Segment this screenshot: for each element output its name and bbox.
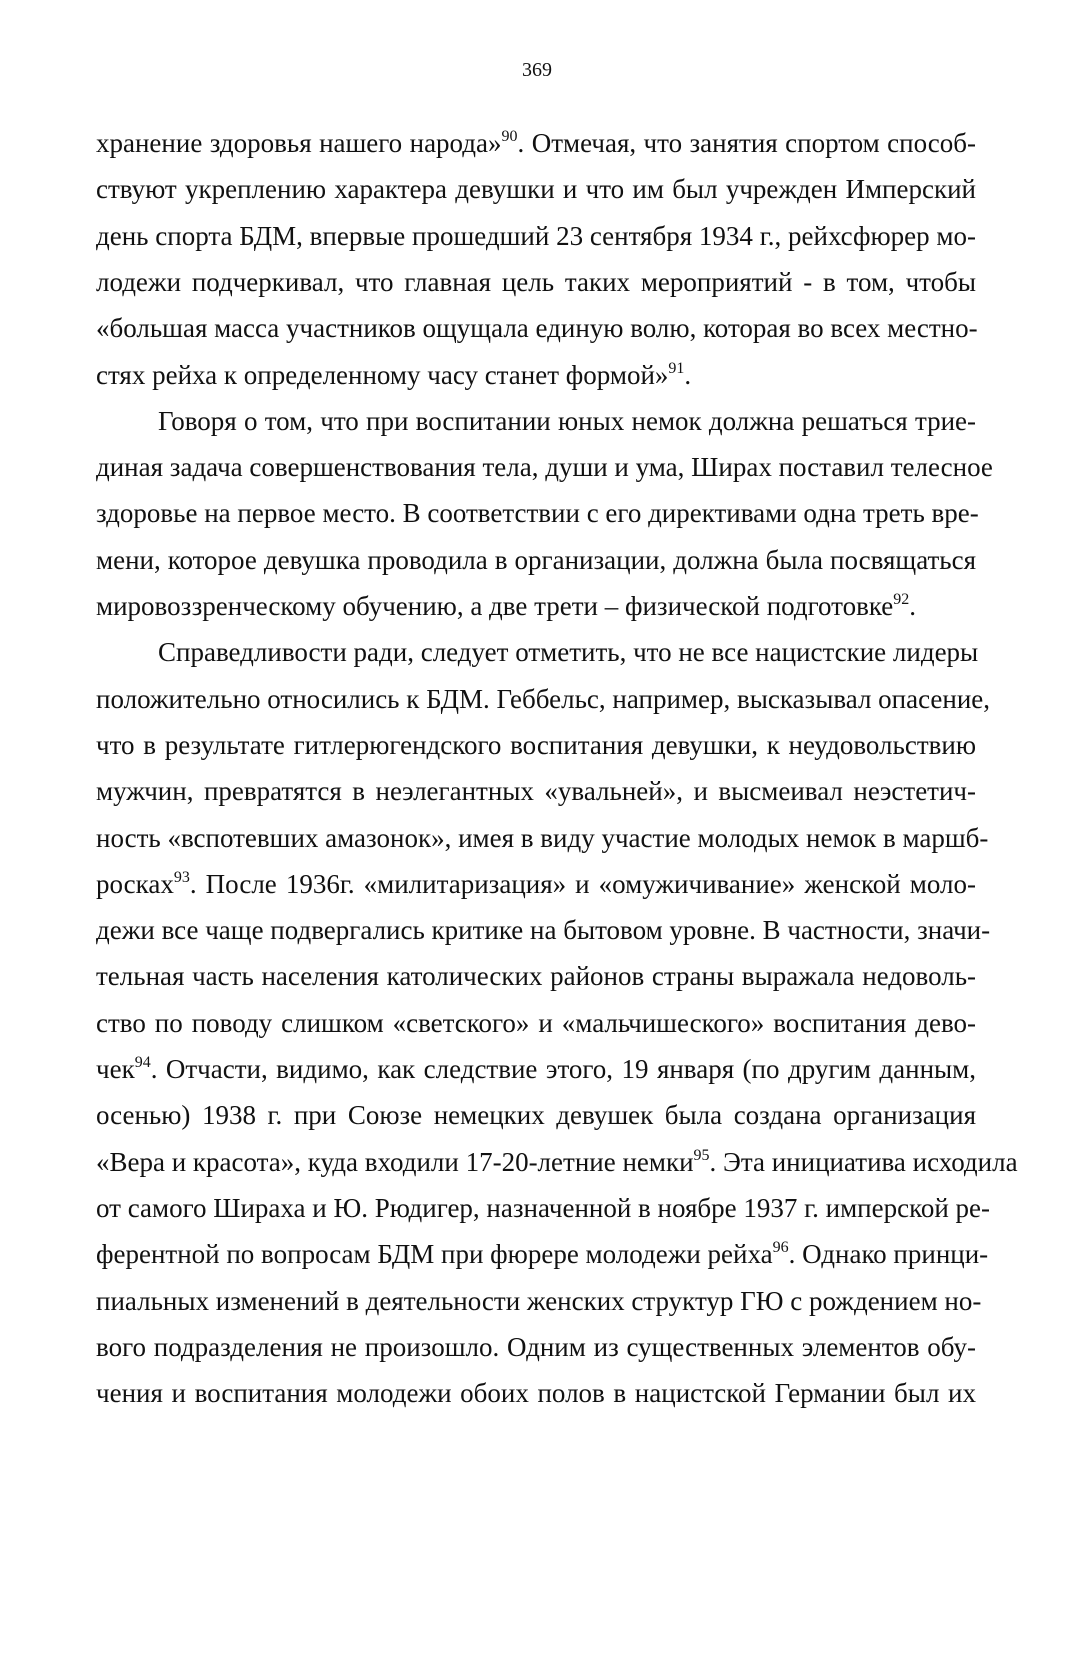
text-line: [96, 822, 989, 854]
footnote-ref: 92: [893, 591, 910, 608]
text-line: [96, 1285, 982, 1317]
text-line: [96, 683, 991, 715]
text-run: лодежи подчеркивал, что главная цель таких мероприятий - в том, чтобы: [96, 267, 976, 297]
text-run: . Отмечая, что занятия спортом способ-: [517, 128, 976, 158]
text-line: [96, 1238, 989, 1270]
text-run: «Вера и красота», куда входили 17-20-летние немки: [96, 1147, 694, 1177]
text-run: ферентной по вопросам БДМ при фюрере молодежи рейха: [96, 1239, 773, 1269]
page-number: 369: [522, 59, 552, 81]
text-line: [158, 405, 976, 437]
text-run: ность «вспотевших амазонок», имея в виду участие молодых немок в маршб-: [96, 823, 989, 853]
text-run: чек: [96, 1054, 135, 1084]
text-line: [96, 868, 976, 900]
text-run: . Отчасти, видимо, как следствие этого, 19 января (по другим данным,: [150, 1054, 976, 1084]
text-run: Справедливости ради, следует отметить, что не все нацистские лидеры: [158, 637, 979, 667]
text-line: [96, 266, 976, 298]
text-line: [96, 1053, 976, 1085]
text-run: мужчин, превратятся в неэлегантных «увальней», и высмеивал неэстетич-: [96, 776, 976, 806]
text-run: . Эта инициатива исходила: [709, 1147, 1018, 1177]
text-run: тельная часть населения католических районов страны выражала недоволь-: [96, 961, 976, 991]
text-line: [96, 127, 976, 159]
text-run: стях рейха к определенному часу станет формой»: [96, 360, 669, 390]
text-line: [96, 1192, 991, 1224]
text-run: чения и воспитания молодежи обоих полов в нацистской Германии был их: [96, 1378, 976, 1408]
text-run: ствуют укреплению характера девушки и что им был учрежден Имперский: [96, 174, 976, 204]
text-run: что в результате гитлерюгендского воспитания девушки, к неудовольствию: [96, 730, 976, 760]
text-run: «большая масса участников ощущала единую волю, которая во всех местно-: [96, 313, 978, 343]
text-line: [96, 775, 976, 807]
text-line: [96, 220, 976, 252]
text-line: [96, 173, 976, 205]
text-run: мировоззренческому обучению, а две трети – физической подготовке: [96, 591, 894, 621]
text-run: день спорта БДМ, впервые прошедший 23 сентября 1934 г., рейхсфюрер мо-: [96, 221, 976, 251]
footnote-ref: 96: [772, 1239, 789, 1256]
text-run: осенью) 1938 г. при Союзе немецких девушек была создана организация: [96, 1100, 976, 1130]
text-run: здоровье на первое место. В соответствии с его директивами одна треть вре-: [96, 498, 979, 528]
footnote-ref: 95: [693, 1147, 710, 1164]
text-run: положительно относились к БДМ. Геббельс, например, высказывал опасение,: [96, 684, 991, 714]
text-line: [96, 590, 976, 622]
text-line: [96, 497, 979, 529]
text-run: ство по поводу слишком «светского» и «мальчишеского» воспитания дево-: [96, 1008, 976, 1038]
text-line: [96, 960, 976, 992]
text-run: Говоря о том, что при воспитании юных немок должна решаться трие-: [158, 406, 976, 436]
text-line: [96, 1007, 976, 1039]
text-line: [158, 636, 979, 668]
text-run: от самого Шираха и Ю. Рюдигер, назначенной в ноябре 1937 г. имперской ре-: [96, 1193, 991, 1223]
footnote-ref: 90: [501, 128, 518, 145]
text-run: .: [909, 591, 917, 621]
text-run: .: [684, 360, 692, 390]
footnote-ref: 91: [668, 360, 685, 377]
text-run: мени, которое девушка проводила в организации, должна была посвящаться: [96, 545, 976, 575]
text-line: [96, 1377, 976, 1409]
text-line: [96, 729, 976, 761]
footnote-ref: 93: [173, 869, 190, 886]
text-line: [96, 359, 976, 391]
text-line: [96, 451, 993, 483]
text-run: пиальных изменений в деятельности женских структур ГЮ с рождением но-: [96, 1286, 982, 1316]
text-run: росках: [96, 869, 174, 899]
text-run: дежи все чаще подвергались критике на бытовом уровне. В частности, значи-: [96, 915, 991, 945]
text-line: [96, 544, 976, 576]
text-run: хранение здоровья нашего народа»: [96, 128, 502, 158]
text-line: [96, 1099, 976, 1131]
text-line: [96, 312, 976, 344]
text-run: . Однако принци-: [788, 1239, 989, 1269]
text-run: диная задача совершенствования тела, души и ума, Ширах поставил телесное: [96, 452, 993, 482]
text-line: [96, 1331, 976, 1363]
footnote-ref: 94: [134, 1054, 151, 1071]
text-run: . После 1936г. «милитаризация» и «омужичивание» женской моло-: [189, 869, 976, 899]
text-line: [96, 1146, 1018, 1178]
text-line: [96, 914, 991, 946]
text-run: вого подразделения не произошло. Одним из существенных элементов обу-: [96, 1332, 976, 1362]
